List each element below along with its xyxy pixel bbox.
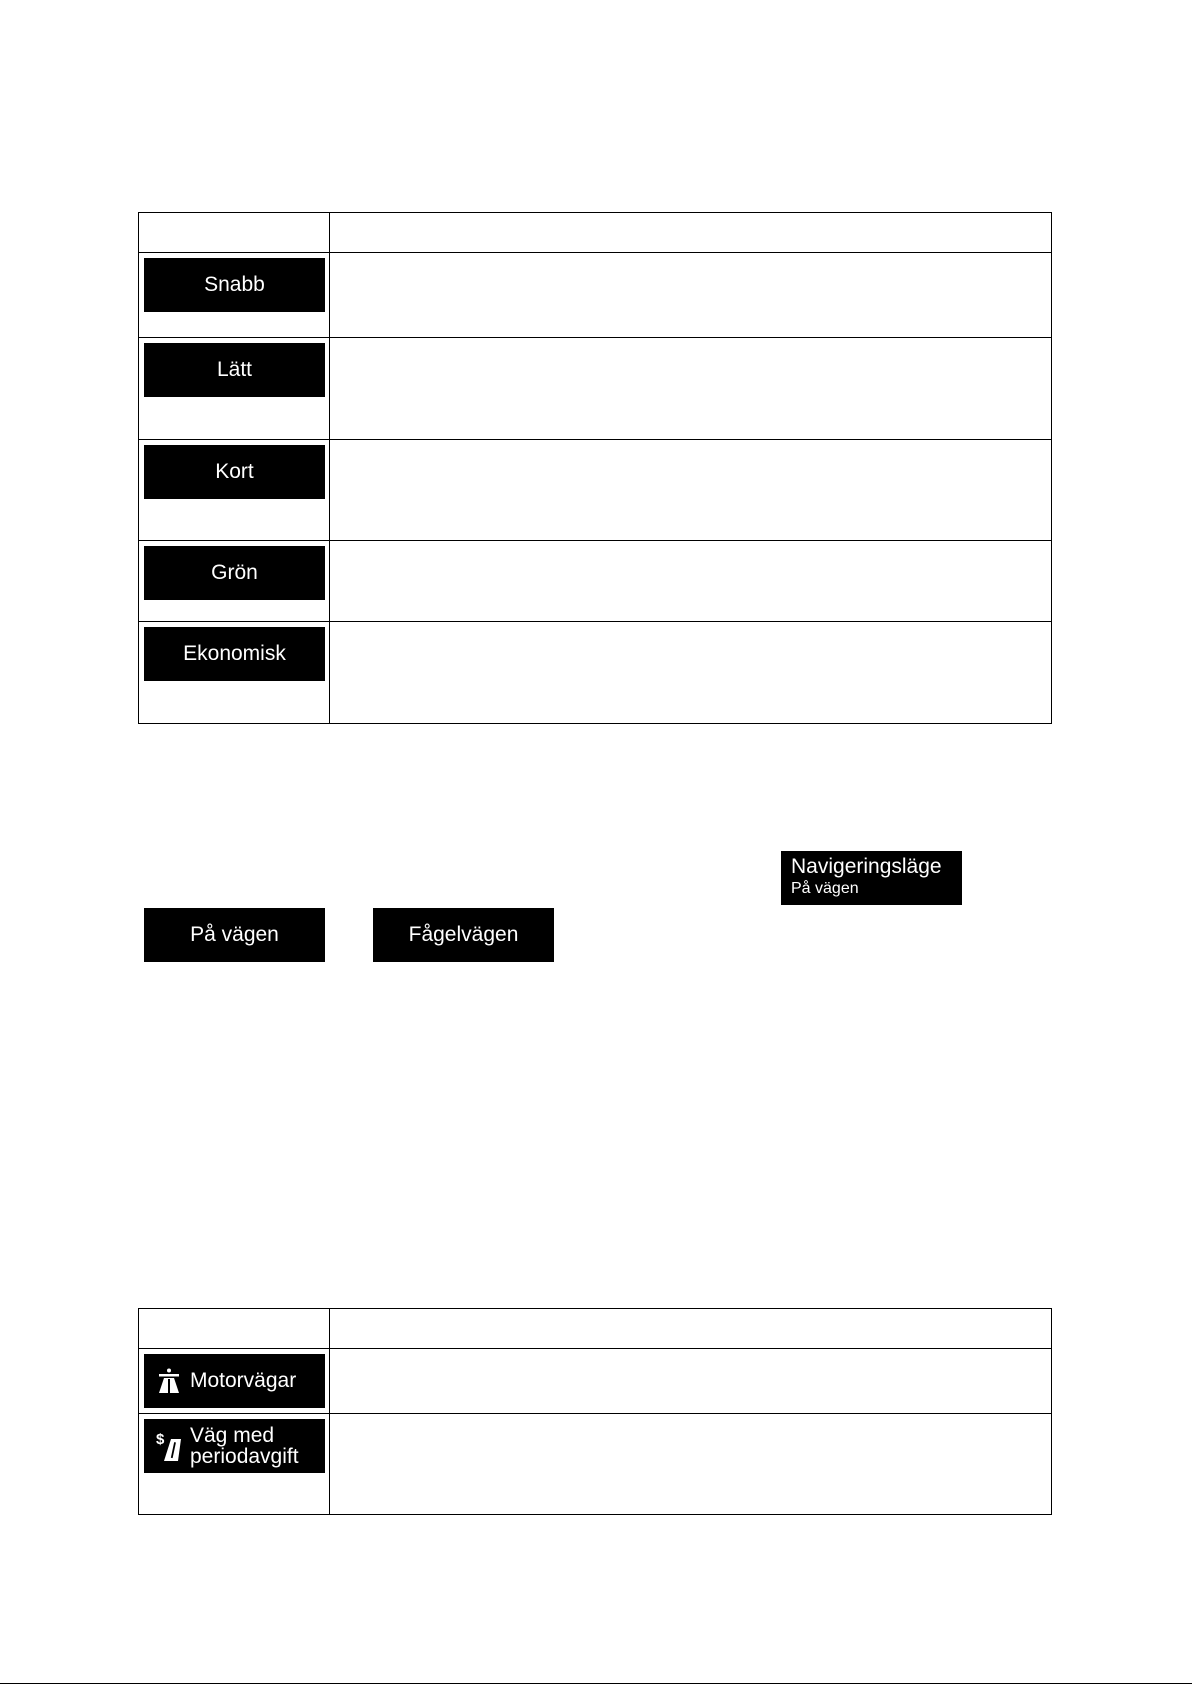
table-row [139,1349,1052,1414]
route-short-button[interactable]: Kort [144,445,325,499]
motorway-icon [156,1368,182,1394]
road-types-table [138,1308,1052,1515]
option-cell [139,1414,330,1515]
route-green-button[interactable]: Grön [144,546,325,600]
header-cell-description [330,1309,1052,1349]
route-types-table [138,212,1052,724]
option-cell [139,622,330,724]
header-cell-option [139,213,330,253]
off-road-button[interactable]: Fågelvägen [373,908,554,962]
option-cell [139,440,330,541]
option-cell [139,541,330,622]
description-cell [330,1349,1052,1414]
description-cell [330,622,1052,724]
table-header-row [139,213,1052,253]
option-cell [139,253,330,338]
toll-road-icon [156,1430,182,1462]
toll-roads-label [190,1425,299,1467]
route-easy-button[interactable]: Lätt [144,343,325,397]
option-cell [139,338,330,440]
description-cell [330,1414,1052,1515]
motorways-button[interactable] [144,1354,325,1408]
description-cell [330,541,1052,622]
table-row [139,338,1052,440]
navigation-mode-title: Navigeringsläge [791,855,942,878]
toll-roads-label-line1: Väg med [190,1424,275,1447]
table-header-row [139,1309,1052,1349]
toll-roads-button[interactable] [144,1419,325,1473]
page-footer-rule [0,1683,1192,1684]
svg-text:$: $ [156,1431,165,1448]
header-cell-description [330,213,1052,253]
toll-roads-label-line2: periodavgift [190,1445,299,1468]
description-cell [330,338,1052,440]
option-cell [139,1349,330,1414]
description-cell [330,253,1052,338]
header-cell-option [139,1309,330,1349]
motorways-label: Motorvägar [190,1369,297,1392]
table-row [139,253,1052,338]
route-fast-button[interactable]: Snabb [144,258,325,312]
table-row [139,541,1052,622]
on-road-button[interactable]: På vägen [144,908,325,962]
table-row [139,440,1052,541]
navigation-mode-button[interactable] [781,851,962,905]
description-cell [330,440,1052,541]
navigation-mode-value: På vägen [791,880,859,897]
table-row [139,622,1052,724]
table-row [139,1414,1052,1515]
route-economic-button[interactable]: Ekonomisk [144,627,325,681]
